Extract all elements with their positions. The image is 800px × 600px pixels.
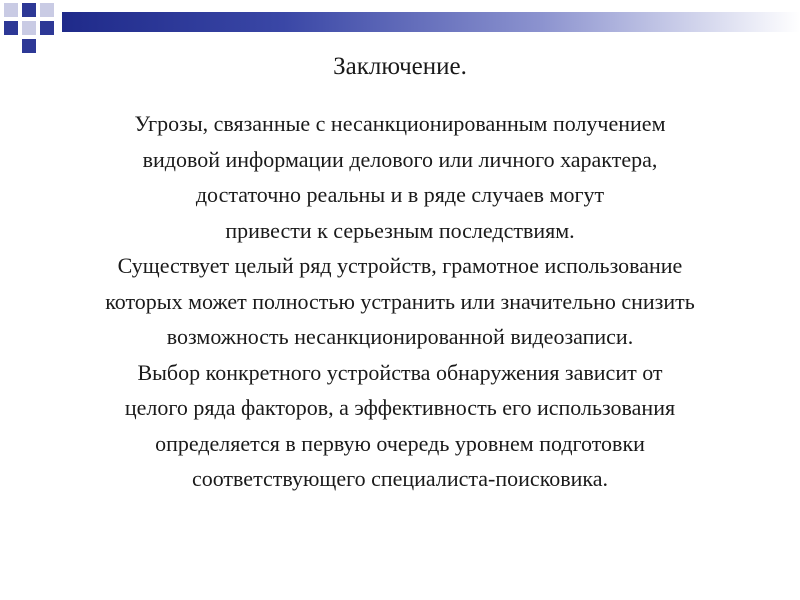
deco-square-6 [40, 21, 54, 35]
slide-title: Заключение. [333, 53, 467, 80]
body-line: Выбор конкретного устройства обнаружения зависит от [137, 359, 663, 385]
body-line: привести к серьезным последствиям. [225, 217, 575, 243]
deco-square-3 [40, 3, 54, 17]
body-line: Существует целый ряд устройств, грамотное использование [117, 253, 683, 278]
deco-square-7 [22, 39, 36, 53]
body-line: которых может полностью устранить или значительно снизить [105, 288, 695, 314]
body-line: определяется в первую очередь уровнем подготовки [155, 430, 645, 456]
slide-body [30, 106, 770, 497]
deco-square-4 [4, 21, 18, 35]
gradient-header-bar [62, 12, 800, 32]
body-line: соответствующего специалиста-поисковика. [191, 466, 609, 491]
body-line: возможность несанкционированной видеозаписи. [166, 324, 634, 349]
header-decoration [0, 0, 800, 60]
body-line: видовой информации делового или личного характера, [142, 146, 658, 172]
body-line: достаточно реальны и в ряде случаев могут [195, 182, 605, 207]
body-line: Угрозы, связанные с несанкционированным получением [134, 111, 666, 136]
body-line: целого ряда факторов, а эффективность его использования [124, 395, 676, 420]
deco-square-2 [22, 3, 36, 17]
deco-square-5 [22, 21, 36, 35]
deco-square-1 [4, 3, 18, 17]
